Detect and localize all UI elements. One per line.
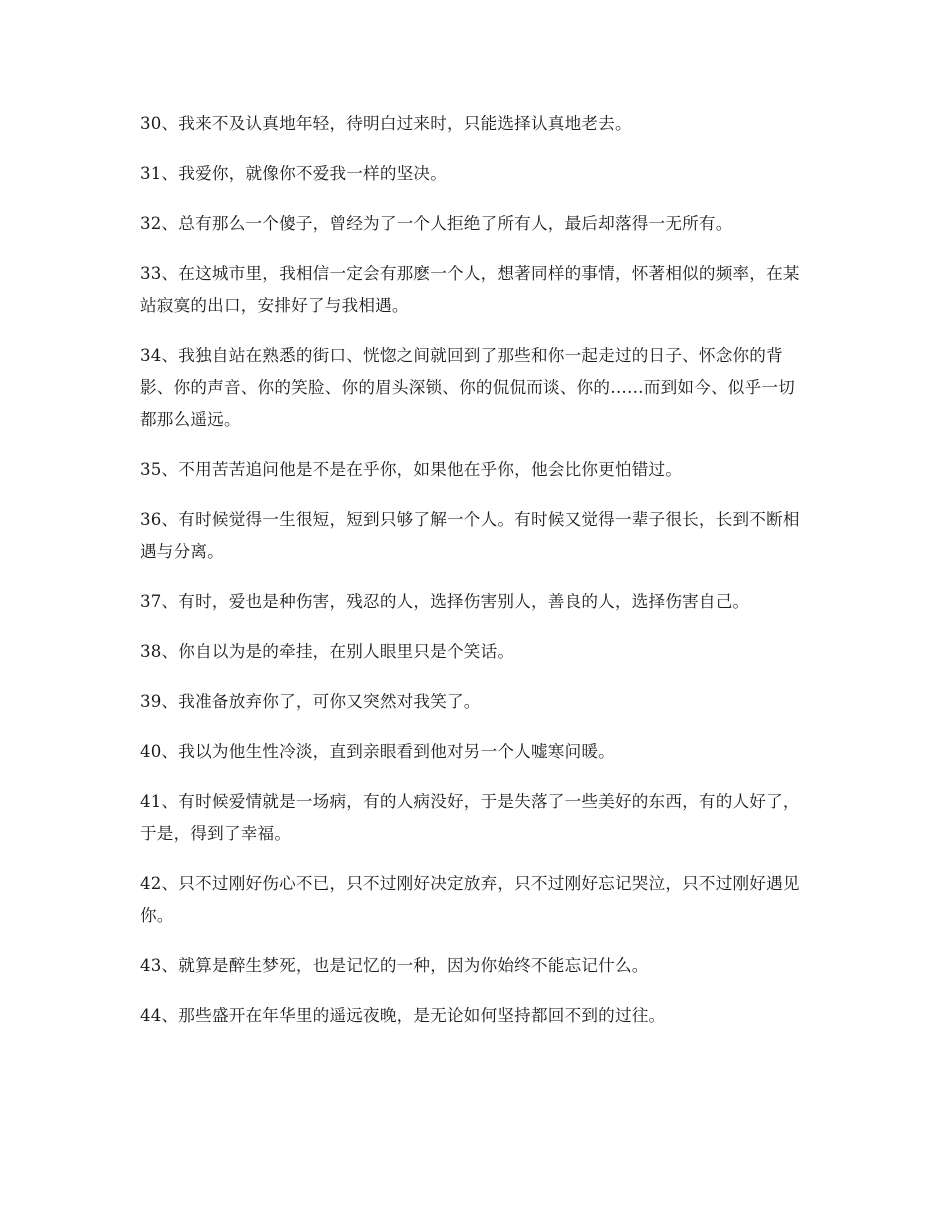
paragraph-36: 36、有时候觉得一生很短，短到只够了解一个人。有时候又觉得一辈子很长，长到不断相遇与分离。 — [140, 510, 800, 561]
paragraph-37: 37、有时，爱也是种伤害，残忍的人，选择伤害别人，善良的人，选择伤害自己。 — [140, 592, 750, 611]
paragraph-33: 33、在这城市里，我相信一定会有那麽一个人，想著同样的事情，怀著相似的频率，在某站寂寞的出口，安排好了与我相遇。 — [140, 264, 800, 315]
paragraph-39: 39、我准备放弃你了，可你又突然对我笑了。 — [140, 692, 481, 711]
paragraph-41: 41、有时候爱情就是一场病，有的人病没好，于是失落了一些美好的东西，有的人好了，于是，得到了幸福。 — [140, 792, 800, 843]
paragraph-40: 40、我以为他生性冷淡，直到亲眼看到他对另一个人嘘寒问暖。 — [140, 742, 615, 761]
document-body — [140, 108, 810, 1050]
paragraph-43: 43、就算是醉生梦死，也是记忆的一种，因为你始终不能忘记什么。 — [140, 956, 649, 975]
paragraph-38: 38、你自以为是的牵挂，在别人眼里只是个笑话。 — [140, 642, 515, 661]
paragraph-34: 34、我独自站在熟悉的街口、恍惚之间就回到了那些和你一起走过的日子、怀念你的背影、你的声音、你的笑脸、你的眉头深锁、你的侃侃而谈、你的……而到如今、似乎一切都那么遥远。 — [140, 346, 795, 429]
paragraph-31: 31、我爱你，就像你不爱我一样的坚决。 — [140, 164, 448, 183]
paragraph-35: 35、不用苦苦追问他是不是在乎你，如果他在乎你，他会比你更怕错过。 — [140, 460, 683, 479]
paragraph-30: 30、我来不及认真地年轻，待明白过来时，只能选择认真地老去。 — [140, 114, 632, 133]
paragraph-42: 42、只不过刚好伤心不已，只不过刚好决定放弃，只不过刚好忘记哭泣，只不过刚好遇见你。 — [140, 874, 800, 925]
paragraph-44: 44、那些盛开在年华里的遥远夜晚，是无论如何坚持都回不到的过往。 — [140, 1006, 666, 1025]
paragraph-32: 32、总有那么一个傻子，曾经为了一个人拒绝了所有人，最后却落得一无所有。 — [140, 214, 733, 233]
